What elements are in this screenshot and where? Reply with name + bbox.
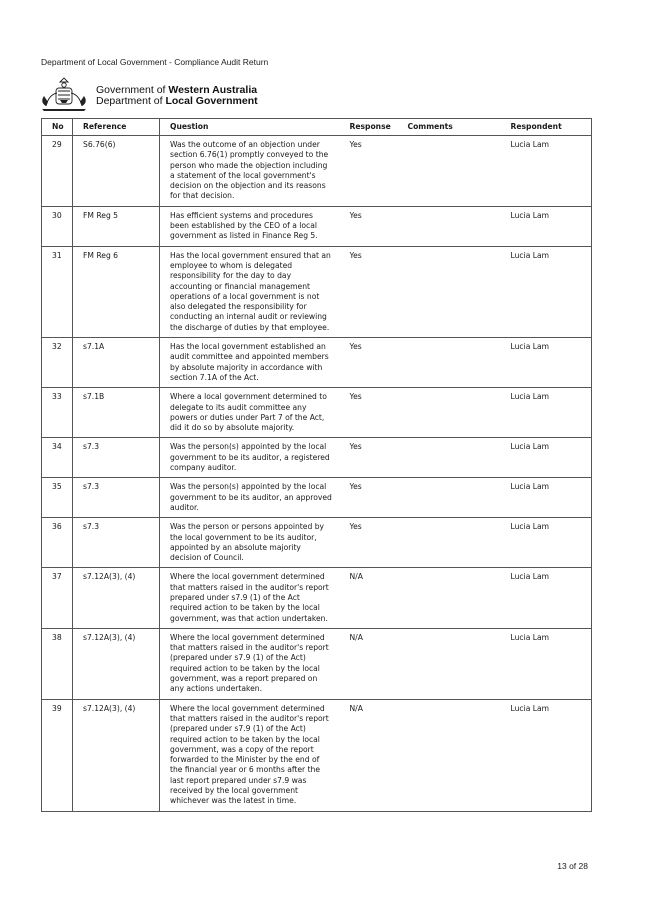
cell-reference: s7.1A	[73, 338, 160, 388]
cell-question: Has efficient systems and procedures been established by the CEO of a local government as listed in Finance Reg 5.	[160, 206, 340, 246]
table-row	[42, 338, 592, 388]
column-header-response: Response	[340, 119, 398, 136]
gov-line-2: Department of Local Government	[96, 95, 258, 107]
column-header-comments: Comments	[398, 119, 501, 136]
table-row	[42, 246, 592, 337]
cell-question: Where the local government determined that matters raised in the auditor's report (prepared under s7.9 (1) of the Act) required action to be taken by the local government, was a copy of the report forwarded to the Minister by the end of the financial year or 6 months after the last report prepared under s7.9 was received by the local government whichever was the latest in time.	[160, 699, 340, 811]
table-row	[42, 478, 592, 518]
cell-question: Has the local government ensured that an employee to whom is delegated responsibility for the day to day accounting or financial management operations of a local government is not also delegated the responsibility for conducting an internal audit or reviewing the discharge of duties by that employee.	[160, 246, 340, 337]
cell-comments	[398, 478, 501, 518]
cell-respondent: Lucia Lam	[501, 478, 592, 518]
cell-response: Yes	[340, 518, 398, 568]
cell-respondent: Lucia Lam	[501, 568, 592, 628]
cell-comments	[398, 246, 501, 337]
cell-response: N/A	[340, 699, 398, 811]
cell-reference: s7.3	[73, 518, 160, 568]
column-header-reference: Reference	[73, 119, 160, 136]
cell-respondent: Lucia Lam	[501, 628, 592, 699]
cell-response: N/A	[340, 628, 398, 699]
cell-reference: FM Reg 6	[73, 246, 160, 337]
page-number: 13 of 28	[557, 861, 588, 871]
cell-no: 39	[42, 699, 73, 811]
table-row	[42, 388, 592, 438]
cell-comments	[398, 136, 501, 207]
cell-respondent: Lucia Lam	[501, 338, 592, 388]
cell-response: N/A	[340, 568, 398, 628]
cell-question: Was the person(s) appointed by the local government to be its auditor, an approved auditor.	[160, 478, 340, 518]
government-name	[96, 85, 258, 107]
cell-comments	[398, 438, 501, 478]
cell-response: Yes	[340, 206, 398, 246]
cell-reference: S6.76(6)	[73, 136, 160, 207]
cell-no: 35	[42, 478, 73, 518]
cell-question: Where a local government determined to delegate to its audit committee any powers or duties under Part 7 of the Act, did it do so by absolute majority.	[160, 388, 340, 438]
cell-respondent: Lucia Lam	[501, 438, 592, 478]
cell-question: Was the person(s) appointed by the local government to be its auditor, a registered company auditor.	[160, 438, 340, 478]
table-row	[42, 438, 592, 478]
cell-respondent: Lucia Lam	[501, 206, 592, 246]
table-row	[42, 568, 592, 628]
cell-no: 31	[42, 246, 73, 337]
cell-comments	[398, 206, 501, 246]
compliance-audit-table	[41, 118, 592, 812]
cell-comments	[398, 518, 501, 568]
cell-question: Where the local government determined that matters raised in the auditor's report prepared under s7.9 (1) of the Act required action to be taken by the local government, was that action undertaken.	[160, 568, 340, 628]
cell-response: Yes	[340, 438, 398, 478]
table-header-row	[42, 119, 592, 136]
cell-no: 34	[42, 438, 73, 478]
cell-respondent: Lucia Lam	[501, 699, 592, 811]
cell-comments	[398, 388, 501, 438]
cell-reference: s7.12A(3), (4)	[73, 699, 160, 811]
table-row	[42, 136, 592, 207]
cell-reference: s7.12A(3), (4)	[73, 628, 160, 699]
cell-no: 38	[42, 628, 73, 699]
table-row	[42, 518, 592, 568]
cell-respondent: Lucia Lam	[501, 136, 592, 207]
cell-response: Yes	[340, 338, 398, 388]
cell-question: Was the outcome of an objection under section 6.76(1) promptly conveyed to the person who made the objection including a statement of the local government's decision on the objection and its reasons for that decision.	[160, 136, 340, 207]
column-header-respondent: Respondent	[501, 119, 592, 136]
cell-no: 30	[42, 206, 73, 246]
cell-comments	[398, 628, 501, 699]
cell-comments	[398, 699, 501, 811]
cell-response: Yes	[340, 478, 398, 518]
cell-reference: s7.1B	[73, 388, 160, 438]
cell-response: Yes	[340, 136, 398, 207]
column-header-no: No	[42, 119, 73, 136]
table-row	[42, 699, 592, 811]
cell-respondent: Lucia Lam	[501, 518, 592, 568]
cell-question: Where the local government determined that matters raised in the auditor's report (prepared under s7.9 (1) of the Act) required action to be taken by the local government, was a report prepared on any actions undertaken.	[160, 628, 340, 699]
cell-no: 37	[42, 568, 73, 628]
cell-response: Yes	[340, 388, 398, 438]
wa-government-crest-logo	[38, 76, 90, 112]
cell-question: Was the person or persons appointed by the local government to be its auditor, appointed by an absolute majority decision of Council.	[160, 518, 340, 568]
table-row	[42, 206, 592, 246]
cell-no: 33	[42, 388, 73, 438]
cell-response: Yes	[340, 246, 398, 337]
cell-no: 29	[42, 136, 73, 207]
cell-reference: s7.12A(3), (4)	[73, 568, 160, 628]
cell-no: 36	[42, 518, 73, 568]
cell-respondent: Lucia Lam	[501, 246, 592, 337]
cell-reference: FM Reg 5	[73, 206, 160, 246]
cell-question: Has the local government established an audit committee and appointed members by absolute majority in accordance with section 7.1A of the Act.	[160, 338, 340, 388]
cell-comments	[398, 338, 501, 388]
cell-reference: s7.3	[73, 478, 160, 518]
table-row	[42, 628, 592, 699]
cell-no: 32	[42, 338, 73, 388]
cell-comments	[398, 568, 501, 628]
document-title: Department of Local Government - Compliance Audit Return	[41, 57, 269, 67]
column-header-question: Question	[160, 119, 340, 136]
gov-line-1: Government of Western Australia	[96, 84, 258, 96]
cell-reference: s7.3	[73, 438, 160, 478]
cell-respondent: Lucia Lam	[501, 388, 592, 438]
